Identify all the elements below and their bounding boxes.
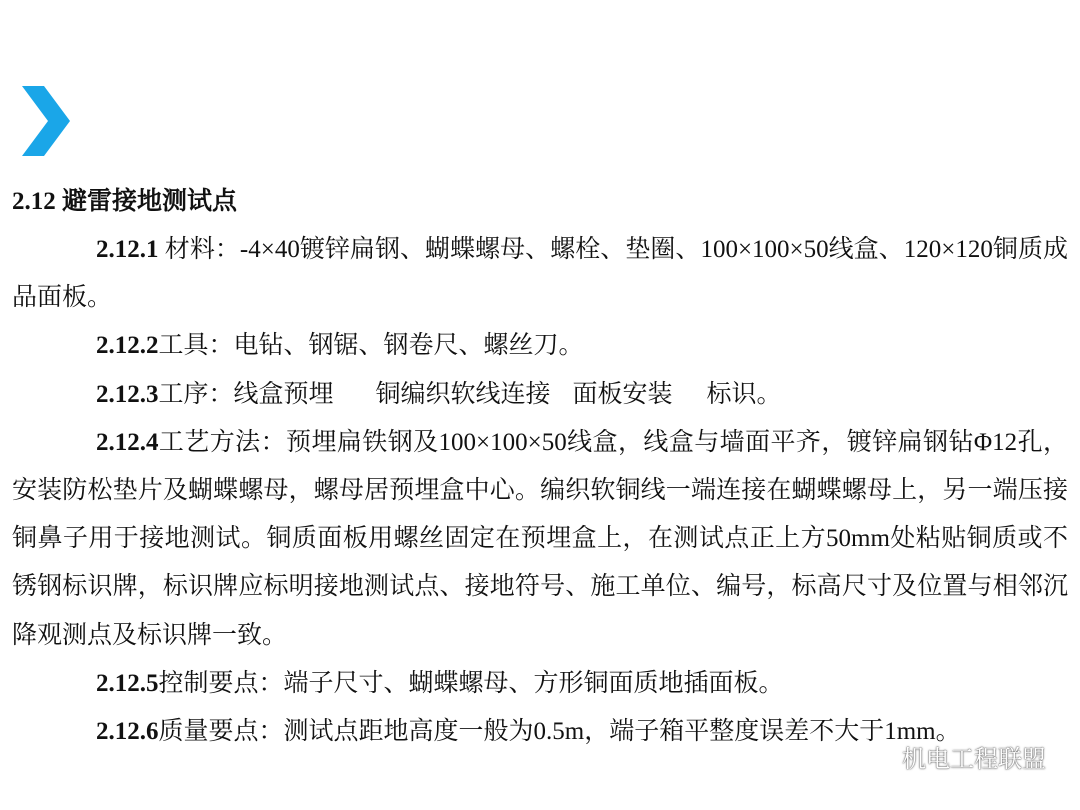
item-control-points [12,660,1068,708]
chevron-right-icon [22,86,70,156]
item-method [12,419,1068,660]
item-number: 2.12.5 [96,669,159,697]
watermark-text: 机电工程联盟 [902,745,1046,773]
item-text: 标识。 [706,380,782,408]
item-process [12,371,1068,419]
item-text: 面板安装 [572,380,673,408]
item-text: 工序：线盒预埋 [158,380,334,408]
wechat-icon [864,744,894,770]
item-text: 铜编织软线连接 [375,380,551,408]
item-number: 2.12.2 [96,332,159,360]
item-text: 质量要点：测试点距地高度一般为0.5m，端子箱平整度误差不大于1mm。 [158,718,961,746]
item-tools [12,322,1068,370]
item-materials [12,226,1068,322]
item-number: 2.12.1 [96,236,159,263]
item-number: 2.12.3 [96,380,159,408]
item-text: 工艺方法：预埋扁铁钢及100×100×50线盒，线盒与墙面平齐，镀锌扁钢钻Φ12孔，安装防松垫片及蝴蝶螺母，螺母居预埋盒中心。编织软铜线一端连接在蝴蝶螺母上，另一端压接铜鼻子用于接地测试。铜质面板用螺丝固定在预埋盒上，在测试点正上方50mm处粘贴铜质或不锈钢标识牌，标识牌应标明接地测试点、接地符号、施工单位、编号，标高尺寸及位置与相邻沉降观测点及标识牌一致。 [12,428,1068,649]
document-body [12,178,1068,756]
item-number: 2.12.4 [96,428,159,456]
section-heading: 2.12 避雷接地测试点 [12,188,238,215]
item-text: 控制要点：端子尺寸、蝴蝶螺母、方形铜面质地插面板。 [158,669,784,697]
item-text: 工具：电钻、钢锯、钢卷尺、螺丝刀。 [158,332,584,360]
item-text: 材料：-4×40镀锌扁钢、蝴蝶螺母、螺栓、垫圈、100×100×50线盒、120×120铜质成品面板。 [12,236,1068,312]
item-number: 2.12.6 [96,718,159,746]
watermark [864,739,1046,774]
